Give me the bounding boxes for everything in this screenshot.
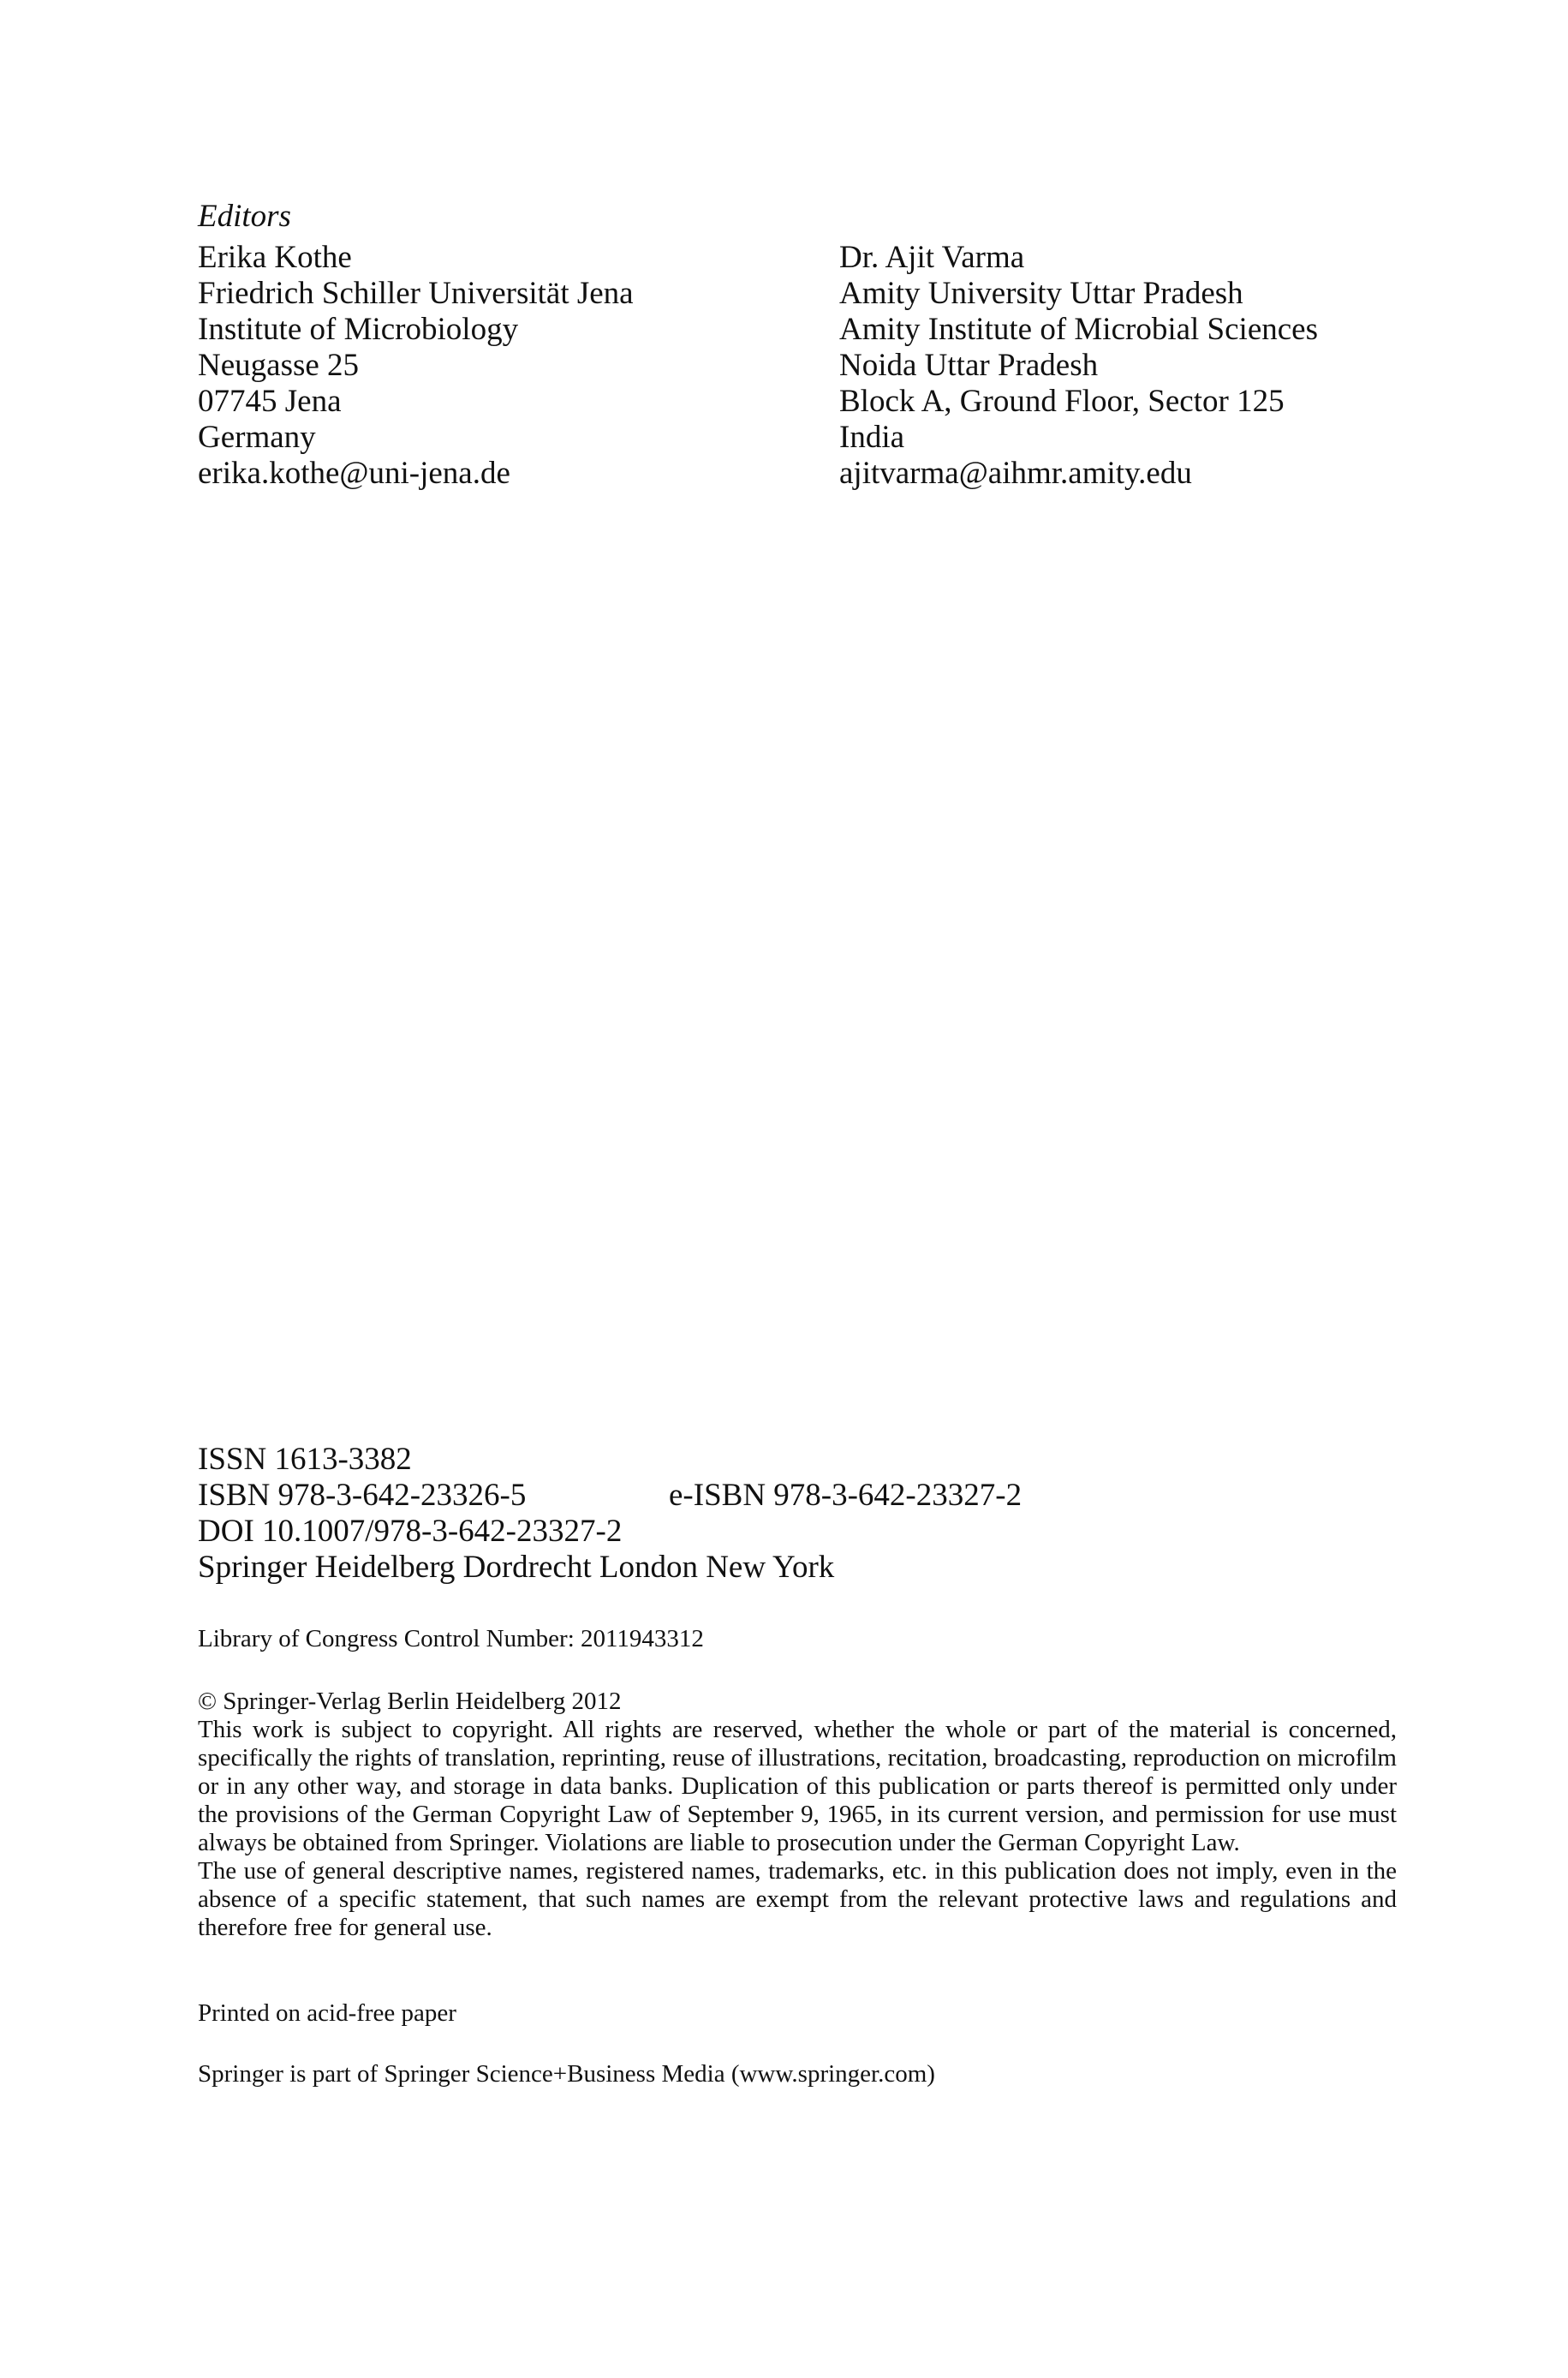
doi: DOI 10.1007/978-3-642-23327-2: [198, 1514, 623, 1549]
editor-right-address: [839, 240, 1318, 492]
copyright-block: [198, 1688, 1397, 1942]
editor-left-email: erika.kothe@uni-jena.de: [198, 456, 510, 491]
copyright-paragraph-2: The use of general descriptive names, registered names, trademarks, etc. in this publication does not imply, even in the absence of a specific statement, that such names are exempt from the relevant protective laws and regulations and therefore free for general use.: [198, 1857, 1397, 1941]
editor-right-university: Amity University Uttar Pradesh: [839, 276, 1243, 311]
editor-left-city: 07745 Jena: [198, 384, 342, 419]
lccn: Library of Congress Control Number: 2011943312: [198, 1625, 704, 1652]
editors-heading: Editors: [198, 199, 291, 234]
editor-left-street: Neugasse 25: [198, 348, 360, 383]
editor-left-address: [198, 240, 634, 492]
publisher-cities: Springer Heidelberg Dordrecht London New York: [198, 1550, 835, 1585]
editor-left-country: Germany: [198, 420, 316, 455]
editor-right-street: Block A, Ground Floor, Sector 125: [839, 384, 1285, 419]
editor-left-university: Friedrich Schiller Universität Jena: [198, 276, 634, 311]
copyright-line: © Springer-Verlag Berlin Heidelberg 2012: [198, 1688, 622, 1715]
editor-left-institute: Institute of Microbiology: [198, 312, 519, 347]
copyright-paragraph-1: This work is subject to copyright. All rights are reserved, whether the whole or part of the material is concerned, specifically the rights of translation, reprinting, reuse of illustrations, recitation, broadcasting, reproduction on microfilm or in any other way, and storage in data banks. Duplication of this publication or parts thereof is permitted only under the provisions of the German Copyright Law of September 9, 1965, in its current version, and permission for use must always be obtained from Springer. Violations are liable to prosecution under the German Copyright Law.: [198, 1716, 1397, 1856]
editor-left-name: Erika Kothe: [198, 240, 352, 275]
eisbn: e-ISBN 978-3-642-23327-2: [669, 1478, 1022, 1513]
springer-part-note: Springer is part of Springer Science+Business Media (www.springer.com): [198, 2060, 935, 2088]
editor-right-city: Noida Uttar Pradesh: [839, 348, 1099, 383]
isbn: ISBN 978-3-642-23326-5: [198, 1478, 527, 1513]
issn: ISSN 1613-3382: [198, 1442, 412, 1477]
isbn-row: [198, 1478, 1022, 1514]
editor-right-name: Dr. Ajit Varma: [839, 240, 1025, 275]
editor-right-country: India: [839, 420, 905, 455]
printed-note: Printed on acid-free paper: [198, 1999, 456, 2027]
editor-right-institute: Amity Institute of Microbial Sciences: [839, 312, 1318, 347]
bibliographic-block: [198, 1442, 1022, 1586]
editor-right-email: ajitvarma@aihmr.amity.edu: [839, 456, 1192, 491]
